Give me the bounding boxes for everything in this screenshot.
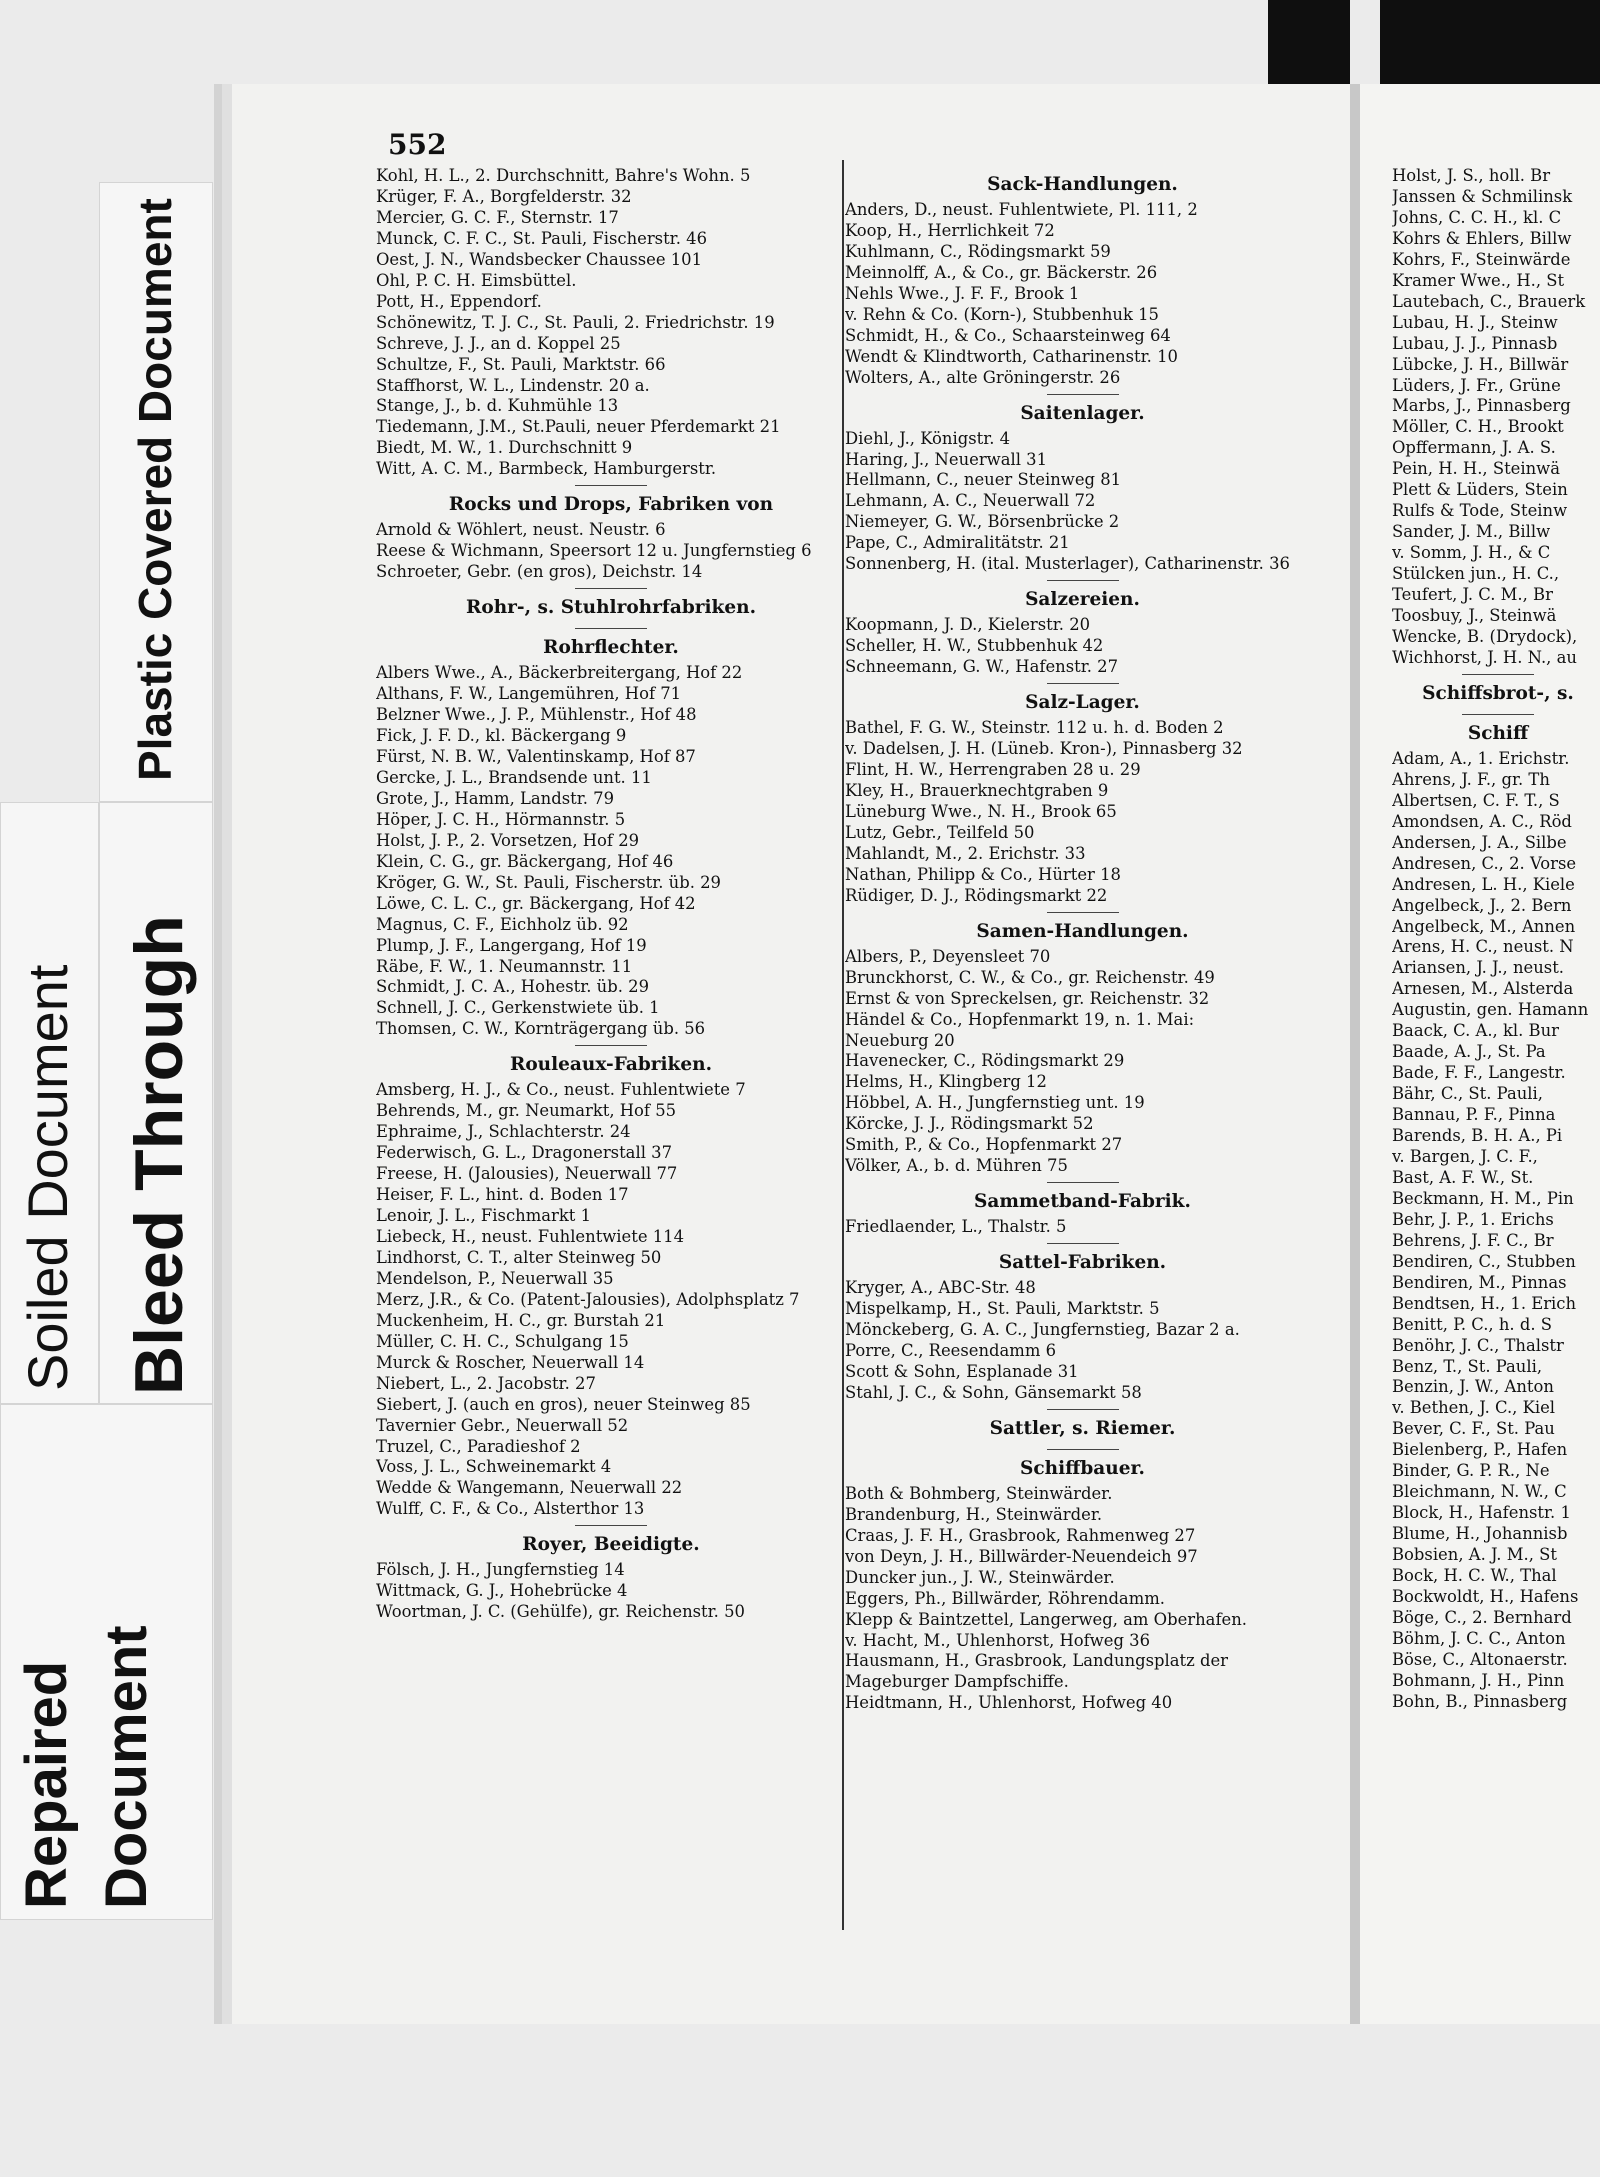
middle-entry: v. Dadelsen, J. H. (Lüneb. Kron-), Pinnasberg 32 <box>845 739 1243 759</box>
middle-entry: Anders, D., neust. Fuhlentwiete, Pl. 111, 2 <box>845 200 1198 219</box>
tab-soiled <box>0 802 99 1404</box>
middle-entry: von Deyn, J. H., Billwärder-Neuendeich 97 <box>845 1546 1198 1566</box>
left-entry: Kohl, H. L., 2. Durchschnitt, Bahre's Wohn. 5 <box>376 166 751 185</box>
middle-entry: v. Rehn & Co. (Korn-), Stubbenhuk 15 <box>845 304 1159 324</box>
middle-entry: Diehl, J., Königstr. 4 <box>845 428 1011 448</box>
left-entry: Murck & Roscher, Neuerwall 14 <box>376 1352 645 1372</box>
left-entry: Munck, C. F. C., St. Pauli, Fischerstr. 46 <box>376 228 707 248</box>
left-entry: Mendelson, P., Neuerwall 35 <box>376 1268 614 1288</box>
middle-divider <box>1047 394 1119 395</box>
left-entry: Behrends, M., gr. Neumarkt, Hof 55 <box>376 1101 677 1121</box>
left-divider <box>575 588 647 589</box>
left-entry: Voss, J. L., Schweinemarkt 4 <box>376 1457 612 1477</box>
left-divider <box>575 628 647 629</box>
right-entry: Baade, A. J., St. Pa <box>1392 1042 1546 1062</box>
middle-entry: Friedlaender, L., Thalstr. 5 <box>845 1217 1067 1237</box>
right-entry: Sander, J. M., Billw <box>1392 522 1551 542</box>
right-divider <box>1462 674 1534 675</box>
right-entry: Bohn, B., Pinnasberg <box>1392 1691 1568 1711</box>
right-entry: Kohrs & Ehlers, Billw <box>1392 228 1572 248</box>
middle-entry: Eggers, Ph., Billwärder, Röhrendamm. <box>845 1588 1166 1608</box>
tab-plastic-covered-label: Plastic Covered Document <box>129 198 181 781</box>
left-entry: Tiedemann, J.M., St.Pauli, neuer Pferdemarkt 21 <box>376 417 781 437</box>
right-entry: Stülcken jun., H. C., <box>1392 564 1560 584</box>
middle-section-heading: Samen-Handlungen. <box>976 920 1189 942</box>
right-entry: Bade, F. F., Langestr. <box>1392 1063 1566 1083</box>
right-entry: Wencke, B. (Drydock), <box>1392 626 1578 646</box>
tab-repaired <box>0 1404 213 1920</box>
right-entry: Böhm, J. C. C., Anton <box>1392 1628 1566 1648</box>
right-entry: Marbs, J., Pinnasberg <box>1392 396 1571 416</box>
left-entry: Belzner Wwe., J. P., Mühlenstr., Hof 48 <box>376 705 697 725</box>
right-entry: Beckmann, H. M., Pin <box>1392 1188 1574 1208</box>
right-entry: Lautebach, C., Brauerk <box>1392 291 1586 311</box>
middle-entry: Meinnolff, A., & Co., gr. Bäckerstr. 26 <box>845 262 1158 282</box>
page-gutter <box>1350 84 1360 2024</box>
right-entry: Bendiren, M., Pinnas <box>1392 1272 1567 1292</box>
left-entry: Albers Wwe., A., Bäckerbreitergang, Hof 22 <box>376 663 743 683</box>
middle-entry: Nathan, Philipp & Co., Hürter 18 <box>845 864 1121 884</box>
right-entry: Block, H., Hafenstr. 1 <box>1392 1503 1571 1523</box>
middle-entry: Lüneburg Wwe., N. H., Brook 65 <box>845 801 1117 821</box>
left-entry: Lindhorst, C. T., alter Steinweg 50 <box>376 1247 662 1267</box>
left-entry: Arnold & Wöhlert, neust. Neustr. 6 <box>376 520 666 540</box>
right-section-heading: Schiffsbrot-, s. <box>1422 682 1574 704</box>
left-entry: Höper, J. C. H., Hörmannstr. 5 <box>376 809 626 829</box>
left-section-heading: Royer, Beeidigte. <box>522 1534 700 1556</box>
left-entry: Biedt, M. W., 1. Durchschnitt 9 <box>376 438 633 458</box>
middle-entry: Heidtmann, H., Uhlenhorst, Hofweg 40 <box>845 1693 1173 1713</box>
tab-bleed-through <box>99 802 213 1404</box>
middle-entry: Scheller, H. W., Stubbenhuk 42 <box>845 636 1104 656</box>
middle-section-heading: Salzereien. <box>1025 589 1140 611</box>
middle-section-heading: Sammetband-Fabrik. <box>974 1191 1191 1213</box>
left-entry: Klein, C. G., gr. Bäckergang, Hof 46 <box>376 851 674 871</box>
right-entry: Janssen & Schmilinsk <box>1392 186 1573 206</box>
left-section-heading: Rouleaux-Fabriken. <box>509 1054 713 1076</box>
left-entry: Ephraime, J., Schlachterstr. 24 <box>376 1122 631 1142</box>
left-entry: Truzel, C., Paradieshof 2 <box>376 1436 581 1456</box>
tab-bleed-through-label: Bleed Through <box>121 915 197 1395</box>
right-section-heading: Schiff <box>1467 722 1529 744</box>
left-entry: Räbe, F. W., 1. Neumannstr. 11 <box>376 956 633 976</box>
left-entry: Liebeck, H., neust. Fuhlentwiete 114 <box>376 1226 685 1246</box>
middle-section-heading: Sack-Handlungen. <box>987 174 1178 195</box>
right-entry: Angelbeck, M., Annen <box>1392 916 1576 936</box>
right-entry: Böse, C., Altonaerstr. <box>1392 1649 1568 1669</box>
left-entry: Magnus, C. F., Eichholz üb. 92 <box>376 914 629 934</box>
left-entry: Muckenheim, H. C., gr. Burstah 21 <box>376 1310 666 1330</box>
middle-entry: Scott & Sohn, Esplanade 31 <box>845 1361 1079 1381</box>
right-entry: Barends, B. H. A., Pi <box>1392 1126 1563 1146</box>
left-entry: Schnell, J. C., Gerkenstwiete üb. 1 <box>376 998 660 1018</box>
right-entry: Opffermann, J. A. S. <box>1392 438 1556 458</box>
middle-entry: Kley, H., Brauerknechtgraben 9 <box>845 780 1109 800</box>
left-entry: Fick, J. F. D., kl. Bäckergang 9 <box>376 726 627 746</box>
middle-entry: Pape, C., Admiralitätstr. 21 <box>845 533 1070 553</box>
left-entry: Kröger, G. W., St. Pauli, Fischerstr. üb. 29 <box>376 872 721 892</box>
right-entry: v. Somm, J. H., & C <box>1392 543 1551 563</box>
right-entry: Bohmann, J. H., Pinn <box>1392 1670 1565 1690</box>
middle-entry: Brandenburg, H., Steinwärder. <box>845 1504 1103 1524</box>
middle-divider <box>1047 1243 1119 1244</box>
left-entry: Ohl, P. C. H. Eimsbüttel. <box>376 270 577 290</box>
middle-entry: Höbbel, A. H., Jungfernstieg unt. 19 <box>845 1093 1145 1113</box>
middle-entry: Lehmann, A. C., Neuerwall 72 <box>845 491 1096 511</box>
left-entry: Grote, J., Hamm, Landstr. 79 <box>376 788 615 808</box>
left-section-heading: Rohr-, s. Stuhlrohrfabriken. <box>465 597 757 619</box>
left-entry: Mercier, G. C. F., Sternstr. 17 <box>376 207 619 227</box>
middle-entry: Porre, C., Reesendamm 6 <box>845 1340 1057 1360</box>
right-entry: Lüders, J. Fr., Grüne <box>1392 375 1561 395</box>
right-divider <box>1462 714 1534 715</box>
middle-entry: Craas, J. F. H., Grasbrook, Rahmenweg 27 <box>845 1525 1196 1545</box>
middle-entry: Kryger, A., ABC-Str. 48 <box>845 1278 1036 1298</box>
left-entry: Plump, J. F., Langergang, Hof 19 <box>376 935 647 955</box>
middle-section-heading: Sattler, s. Riemer. <box>989 1417 1176 1439</box>
right-entry: Rulfs & Tode, Steinw <box>1392 501 1568 521</box>
right-entry: Lübcke, J. H., Billwär <box>1392 354 1569 374</box>
middle-divider <box>1047 912 1119 913</box>
right-entry: Binder, G. P. R., Ne <box>1392 1461 1550 1481</box>
left-entry: Gercke, J. L., Brandsende unt. 11 <box>376 767 652 787</box>
left-entry: Woortman, J. C. (Gehülfe), gr. Reichenstr. 50 <box>376 1602 745 1622</box>
right-entry: Holst, J. S., holl. Br <box>1392 166 1551 185</box>
left-divider <box>575 1525 647 1526</box>
left-entry: Fölsch, J. H., Jungfernstieg 14 <box>376 1560 625 1580</box>
right-entry: Ahrens, J. F., gr. Th <box>1392 769 1550 789</box>
left-entry: Pott, H., Eppendorf. <box>376 291 542 311</box>
left-entry: Schönewitz, T. J. C., St. Pauli, 2. Friedrichstr. 19 <box>376 312 775 332</box>
left-section-heading: Rocks und Drops, Fabriken von <box>448 494 774 516</box>
right-entry: Bast, A. F. W., St. <box>1392 1167 1534 1187</box>
middle-entry: Haring, J., Neuerwall 31 <box>845 449 1048 469</box>
middle-entry: Neueburg 20 <box>845 1030 955 1050</box>
right-entry: v. Bethen, J. C., Kiel <box>1392 1398 1556 1418</box>
left-entry: Wedde & Wangemann, Neuerwall 22 <box>376 1478 683 1498</box>
page-number: 552 <box>388 128 447 161</box>
tab-plastic-covered <box>99 182 213 802</box>
tab-soiled-label: Soiled Document <box>16 964 79 1391</box>
middle-entry: Havenecker, C., Rödingsmarkt 29 <box>845 1051 1125 1071</box>
left-entry: Löwe, C. L. C., gr. Bäckergang, Hof 42 <box>376 893 696 913</box>
left-divider <box>575 485 647 486</box>
middle-entry: Koopmann, J. D., Kielerstr. 20 <box>845 615 1091 635</box>
right-entry: Benitt, P. C., h. d. S <box>1392 1314 1552 1334</box>
right-entry: Lubau, H. J., Steinw <box>1392 312 1558 332</box>
right-entry: Arnesen, M., Alsterda <box>1392 979 1574 999</box>
right-entry: Angelbeck, J., 2. Bern <box>1392 895 1572 915</box>
right-entry: Plett & Lüders, Stein <box>1392 480 1568 500</box>
left-divider <box>575 1045 647 1046</box>
right-entry: Amondsen, A. C., Röd <box>1392 811 1572 831</box>
left-entry: Heiser, F. L., hint. d. Boden 17 <box>376 1185 629 1205</box>
right-entry: Toosbuy, J., Steinwä <box>1392 606 1557 626</box>
right-entry: Pein, H. H., Steinwä <box>1392 459 1560 479</box>
left-entry: Müller, C. H. C., Schulgang 15 <box>376 1331 629 1351</box>
middle-entry: Körcke, J. J., Rödingsmarkt 52 <box>845 1114 1094 1134</box>
left-entry: Lenoir, J. L., Fischmarkt 1 <box>376 1206 592 1226</box>
middle-entry: Völker, A., b. d. Mühren 75 <box>845 1156 1068 1176</box>
middle-entry: Flint, H. W., Herrengraben 28 u. 29 <box>845 760 1141 780</box>
middle-entry: Helms, H., Klingberg 12 <box>845 1072 1047 1092</box>
right-entry: Arens, H. C., neust. N <box>1392 937 1574 957</box>
right-entry: Andresen, L. H., Kiele <box>1392 874 1575 894</box>
right-entry: Bobsien, A. J. M., St <box>1392 1545 1557 1565</box>
right-entry: Böge, C., 2. Bernhard <box>1392 1607 1572 1627</box>
middle-entry: Brunckhorst, C. W., & Co., gr. Reichenstr. 49 <box>845 967 1215 987</box>
right-entry: Bielenberg, P., Hafen <box>1392 1440 1568 1460</box>
middle-entry: Mönckeberg, G. A. C., Jungfernstieg, Bazar 2 a. <box>845 1320 1240 1340</box>
right-entry: Lubau, J. J., Pinnasb <box>1392 333 1558 353</box>
middle-entry: Both & Bohmberg, Steinwärder. <box>845 1483 1113 1503</box>
left-entry: Wulff, C. F., & Co., Alsterthor 13 <box>376 1499 645 1519</box>
middle-entry: Stahl, J. C., & Sohn, Gänsemarkt 58 <box>845 1382 1142 1402</box>
middle-entry: Koop, H., Herrlichkeit 72 <box>845 220 1055 240</box>
middle-entry: Wolters, A., alte Gröningerstr. 26 <box>845 367 1121 387</box>
right-entry: Benz, T., St. Pauli, <box>1392 1356 1543 1376</box>
tab-repaired-label-1: Repaired <box>14 1660 79 1909</box>
left-entry: Holst, J. P., 2. Vorsetzen, Hof 29 <box>376 830 640 850</box>
right-entry: Bock, H. C. W., Thal <box>1392 1566 1557 1586</box>
left-section-heading: Rohrflechter. <box>543 637 679 659</box>
right-entry: Bockwoldt, H., Hafens <box>1392 1587 1579 1606</box>
middle-entry: Händel & Co., Hopfenmarkt 19, n. 1. Mai: <box>845 1009 1195 1029</box>
left-entry: Wittmack, G. J., Hohebrücke 4 <box>376 1581 628 1601</box>
left-entry: Amsberg, H. J., & Co., neust. Fuhlentwiete 7 <box>376 1080 746 1100</box>
right-entry: Blume, H., Johannisb <box>1392 1524 1568 1544</box>
middle-entry: Smith, P., & Co., Hopfenmarkt 27 <box>845 1135 1123 1155</box>
right-entry: Kohrs, F., Steinwärde <box>1392 249 1571 269</box>
middle-section-heading: Saitenlager. <box>1020 402 1145 424</box>
left-entry: Tavernier Gebr., Neuerwall 52 <box>376 1415 629 1435</box>
middle-section-heading: Schiffbauer. <box>1020 1457 1145 1479</box>
middle-entry: Mahlandt, M., 2. Erichstr. 33 <box>845 843 1086 863</box>
middle-entry: Duncker jun., J. W., Steinwärder. <box>845 1567 1115 1587</box>
right-entry: Andresen, C., 2. Vorse <box>1392 853 1577 873</box>
left-entry: Staffhorst, W. L., Lindenstr. 20 a. <box>376 375 650 395</box>
middle-entry: Sonnenberg, H. (ital. Musterlager), Catharinenstr. 36 <box>845 554 1290 574</box>
middle-entry: Niemeyer, G. W., Börsenbrücke 2 <box>845 512 1120 532</box>
middle-entry: Hellmann, C., neuer Steinweg 81 <box>845 470 1122 490</box>
left-entry: Krüger, F. A., Borgfelderstr. 32 <box>376 186 632 206</box>
right-entry: Ariansen, J. J., neust. <box>1392 958 1564 978</box>
left-entry: Fürst, N. B. W., Valentinskamp, Hof 87 <box>376 746 696 766</box>
left-entry: Witt, A. C. M., Barmbeck, Hamburgerstr. <box>376 459 717 479</box>
right-entry: Kramer Wwe., H., St <box>1392 270 1565 290</box>
middle-entry: Hausmann, H., Grasbrook, Landungsplatz der <box>845 1651 1229 1671</box>
middle-entry: Albers, P., Deyensleet 70 <box>845 946 1051 966</box>
left-entry: Schultze, F., St. Pauli, Marktstr. 66 <box>376 354 666 374</box>
middle-entry: Klepp & Baintzettel, Langerweg, am Oberhafen. <box>845 1609 1247 1629</box>
right-entry: Bendtsen, H., 1. Erich <box>1392 1293 1577 1313</box>
right-entry: Baack, C. A., kl. Bur <box>1392 1021 1559 1041</box>
middle-entry: Mispelkamp, H., St. Pauli, Marktstr. 5 <box>845 1299 1160 1319</box>
left-entry: Thomsen, C. W., Kornträgergang üb. 56 <box>376 1019 706 1039</box>
right-entry: Bleichmann, N. W., C <box>1392 1482 1567 1502</box>
middle-entry: Nehls Wwe., J. F. F., Brook 1 <box>845 283 1080 303</box>
middle-entry: Ernst & von Spreckelsen, gr. Reichenstr. 32 <box>845 988 1210 1008</box>
middle-entry: Mageburger Dampfschiffe. <box>845 1672 1069 1692</box>
left-entry: Schroeter, Gebr. (en gros), Deichstr. 14 <box>376 562 703 582</box>
right-entry: Bever, C. F., St. Pau <box>1392 1419 1555 1439</box>
middle-section-heading: Sattel-Fabriken. <box>998 1252 1167 1274</box>
right-column <box>1392 166 1600 1713</box>
left-entry: Merz, J.R., & Co. (Patent-Jalousies), Adolphsplatz 7 <box>376 1289 800 1309</box>
right-entry: Bannau, P. F., Pinna <box>1392 1105 1556 1125</box>
middle-entry: Bathel, F. G. W., Steinstr. 112 u. h. d. Boden 2 <box>845 718 1224 738</box>
middle-entry: Kuhlmann, C., Rödingsmarkt 59 <box>845 241 1111 261</box>
middle-divider <box>1047 580 1119 581</box>
left-entry: Schmidt, J. C. A., Hohestr. üb. 29 <box>376 977 650 997</box>
middle-divider <box>1047 1449 1119 1450</box>
middle-entry: Rüdiger, D. J., Rödingsmarkt 22 <box>845 885 1108 905</box>
middle-column <box>845 166 1320 1714</box>
left-entry: Althans, F. W., Langemühren, Hof 71 <box>376 684 682 704</box>
left-entry: Schreve, J. J., an d. Koppel 25 <box>376 333 621 353</box>
right-entry: Adam, A., 1. Erichstr. <box>1392 748 1570 768</box>
left-entry: Stange, J., b. d. Kuhmühle 13 <box>376 396 619 416</box>
middle-divider <box>1047 1182 1119 1183</box>
middle-entry: Wendt & Klindtworth, Catharinenstr. 10 <box>845 346 1178 366</box>
right-entry: Bendiren, C., Stubben <box>1392 1251 1576 1271</box>
right-entry: Behrens, J. F. C., Br <box>1392 1230 1554 1250</box>
right-entry: v. Bargen, J. C. F., <box>1392 1146 1538 1166</box>
right-entry: Andersen, J. A., Silbe <box>1392 832 1567 852</box>
left-entry: Oest, J. N., Wandsbecker Chaussee 101 <box>376 249 703 269</box>
left-entry: Siebert, J. (auch en gros), neuer Steinweg 85 <box>376 1394 751 1414</box>
middle-entry: v. Hacht, M., Uhlenhorst, Hofweg 36 <box>845 1630 1151 1650</box>
middle-entry: Lutz, Gebr., Teilfeld 50 <box>845 822 1035 842</box>
middle-entry: Schneemann, G. W., Hafenstr. 27 <box>845 657 1119 677</box>
right-entry: Benöhr, J. C., Thalstr <box>1392 1335 1564 1355</box>
left-entry: Federwisch, G. L., Dragonerstall 37 <box>376 1143 673 1163</box>
middle-entry: Schmidt, H., & Co., Schaarsteinweg 64 <box>845 325 1171 345</box>
right-entry: Wichhorst, J. H. N., au <box>1392 647 1577 667</box>
middle-divider <box>1047 1409 1119 1410</box>
left-entry: Reese & Wichmann, Speersort 12 u. Jungfernstieg 6 <box>376 541 812 561</box>
tab-repaired-label-2: Document <box>94 1625 159 1909</box>
middle-section-heading: Salz-Lager. <box>1025 692 1140 714</box>
right-entry: Möller, C. H., Brookt <box>1392 417 1564 437</box>
right-entry: Teufert, J. C. M., Br <box>1392 585 1553 605</box>
left-column <box>376 166 846 1623</box>
middle-divider <box>1047 683 1119 684</box>
right-entry: Bähr, C., St. Pauli, <box>1392 1084 1543 1104</box>
right-entry: Johns, C. C. H., kl. C <box>1392 207 1562 227</box>
right-entry: Benzin, J. W., Anton <box>1392 1377 1554 1397</box>
left-entry: Freese, H. (Jalousies), Neuerwall 77 <box>376 1164 678 1184</box>
left-entry: Niebert, L., 2. Jacobstr. 27 <box>376 1373 596 1393</box>
right-entry: Behr, J. P., 1. Erichs <box>1392 1209 1554 1229</box>
right-entry: Augustin, gen. Hamann <box>1392 1000 1589 1020</box>
right-entry: Albertsen, C. F. T., S <box>1392 790 1560 810</box>
